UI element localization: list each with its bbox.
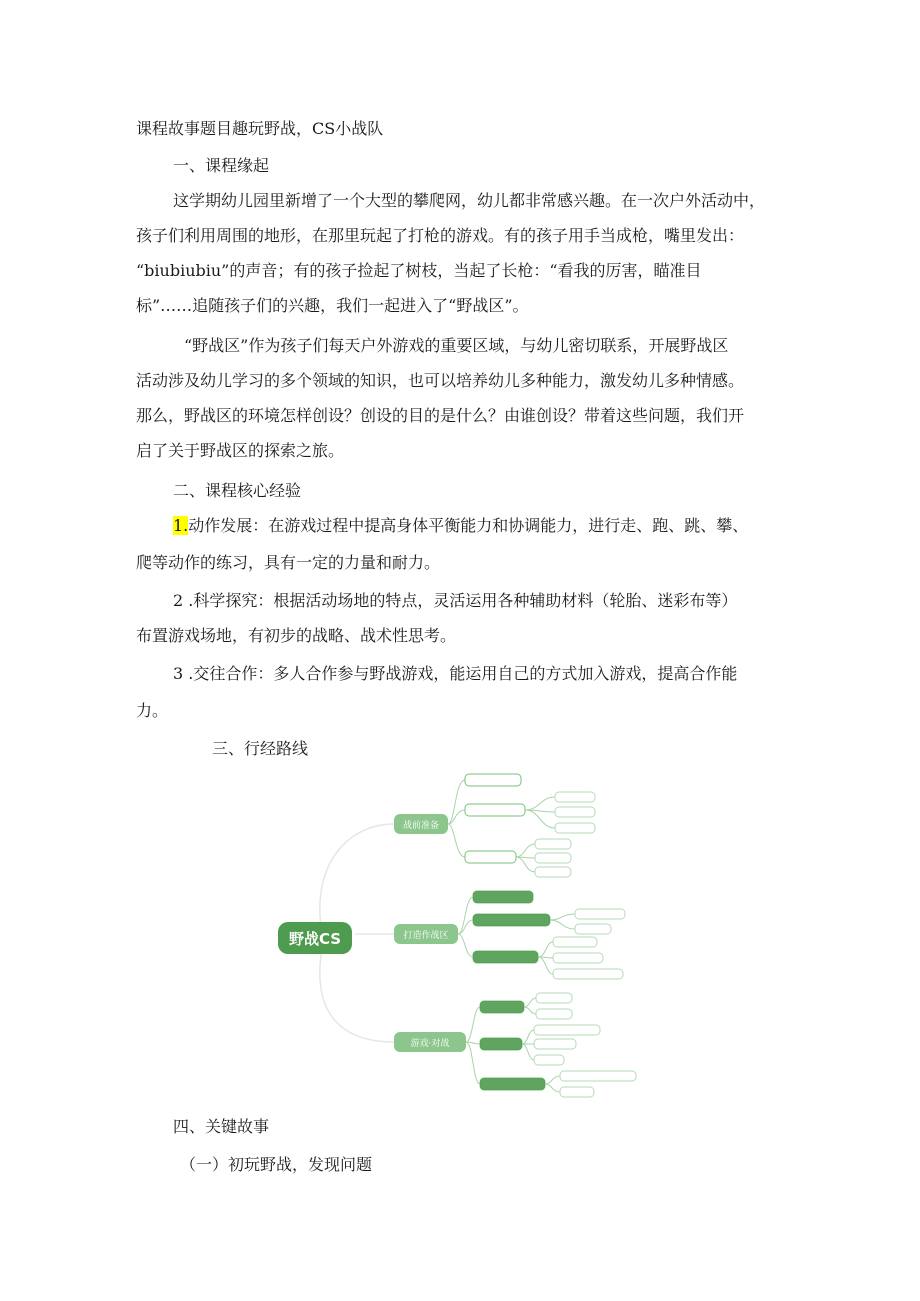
mindmap-leaf (575, 909, 625, 919)
subsection-heading: （一）初玩野战，发现问题 (180, 1155, 373, 1174)
connector-line (545, 1084, 560, 1092)
mindmap-subnode-fill (473, 951, 538, 963)
connector-line (320, 948, 394, 1042)
mindmap-leaf (555, 823, 595, 833)
mindmap-leaf (536, 993, 572, 1003)
mindmap-leaf (560, 1087, 594, 1097)
list-item-3-line: 3 .交往合作：多人合作参与野战游戏，能运用自己的方式加入游戏，提高合作能 (173, 664, 738, 683)
mindmap-root-label: 野战CS (288, 930, 342, 948)
paragraph-line: 启了关于野战区的探索之旅。 (136, 441, 345, 460)
connector-line (458, 897, 473, 934)
connector-line (545, 1076, 560, 1084)
paragraph-line: “野战区”作为孩子们每天户外游戏的重要区域，与幼儿密切联系，开展野战区 (184, 336, 729, 355)
connector-line (538, 957, 553, 974)
connector-line (525, 797, 555, 810)
connector-line (525, 810, 555, 828)
connector-line (466, 1042, 480, 1084)
mindmap-subnode-fill (480, 1078, 545, 1090)
mindmap-leaf (535, 839, 571, 849)
connector-line (458, 934, 473, 957)
paragraph-line: 活动涉及幼儿学习的多个领域的知识，也可以培养幼儿多种能力，激发幼儿多种情感。 (136, 371, 745, 390)
paragraph-line: 标”……追随孩子们的兴趣，我们一起进入了“野战区”。 (136, 296, 529, 315)
list-item-line: 力。 (136, 701, 169, 720)
mindmap-branch-label: 战前准备 (402, 821, 440, 831)
connector-line (524, 1007, 536, 1014)
list-item-line: 布置游戏场地，有初步的战略、战术性思考。 (136, 626, 457, 645)
mindmap-leaf (535, 867, 571, 877)
doc-title: 课程故事题目趣玩野战，CS小战队 (136, 119, 384, 138)
mindmap-leaf (553, 953, 603, 963)
connector-line (538, 942, 553, 957)
connector-line (320, 824, 394, 934)
mindmap-leaf (534, 1055, 564, 1065)
connector-line (466, 1007, 480, 1042)
connector-line (448, 780, 465, 824)
mindmap-leaf (536, 1009, 572, 1019)
section-heading-origin: 一、课程缘起 (173, 156, 270, 175)
mindmap-subnode (465, 851, 516, 863)
mindmap-leaf (534, 1025, 600, 1035)
mindmap-leaf (553, 969, 623, 979)
mindmap-leaf (560, 1071, 636, 1081)
connector-line (516, 844, 535, 857)
mindmap-subnode (465, 774, 521, 786)
list-item-line: 爬等动作的练习，具有一定的力量和耐力。 (136, 553, 441, 572)
item-number-highlight: 1. (173, 516, 189, 535)
list-item-2-line: 2 .科学探究：根据活动场地的特点，灵活运用各种辅助材料（轮胎、迷彩布等） (173, 591, 738, 610)
mindmap-branch-label: 游戏·对战 (410, 1039, 450, 1049)
paragraph-line: “biubiubiu”的声音；有的孩子捡起了树枝，当起了长枪：“看我的厉害，瞄准目 (136, 261, 702, 280)
paragraph-line: 那么，野战区的环境怎样创设？创设的目的是什么？由谁创设？带着这些问题，我们开 (136, 406, 745, 425)
mindmap-subnode-fill (473, 891, 533, 903)
connector-line (522, 1044, 534, 1060)
paragraph-line: 这学期幼儿园里新增了一个大型的攀爬网，幼儿都非常感兴趣。在一次户外活动中， (173, 191, 766, 210)
mindmap-branch-label: 打造作战区 (403, 931, 449, 941)
mindmap-subnode-fill (480, 1001, 524, 1013)
mindmap-leaf (555, 792, 595, 802)
section-heading-key-story: 四、关键故事 (173, 1117, 270, 1136)
mindmap-leaf (534, 1039, 576, 1049)
connector-line (516, 857, 535, 872)
section-heading-route: 三、行经路线 (212, 739, 309, 758)
mindmap-leaf (555, 807, 595, 817)
connector-line (550, 914, 575, 920)
mindmap-subnode (465, 804, 525, 816)
mindmap-subnode-fill (473, 914, 550, 926)
section-heading-core-experience: 二、课程核心经验 (173, 481, 302, 500)
mindmap-subnode-fill (480, 1038, 522, 1050)
mindmap-figure (270, 762, 670, 1107)
mindmap-leaf (553, 937, 597, 947)
connector-line (522, 1030, 534, 1044)
connector-line (448, 824, 465, 857)
connector-line (550, 920, 575, 929)
list-item-1-line (173, 514, 748, 538)
mindmap-leaf (535, 853, 571, 863)
mindmap-leaf (575, 924, 611, 934)
paragraph-line: 孩子们利用周围的地形，在那里玩起了打枪的游戏。有的孩子用手当成枪，嘴里发出： (136, 226, 745, 245)
connector-line (524, 998, 536, 1007)
item-text: 动作发展：在游戏过程中提高身体平衡能力和协调能力，进行走、跑、跳、攀、 (188, 516, 749, 535)
